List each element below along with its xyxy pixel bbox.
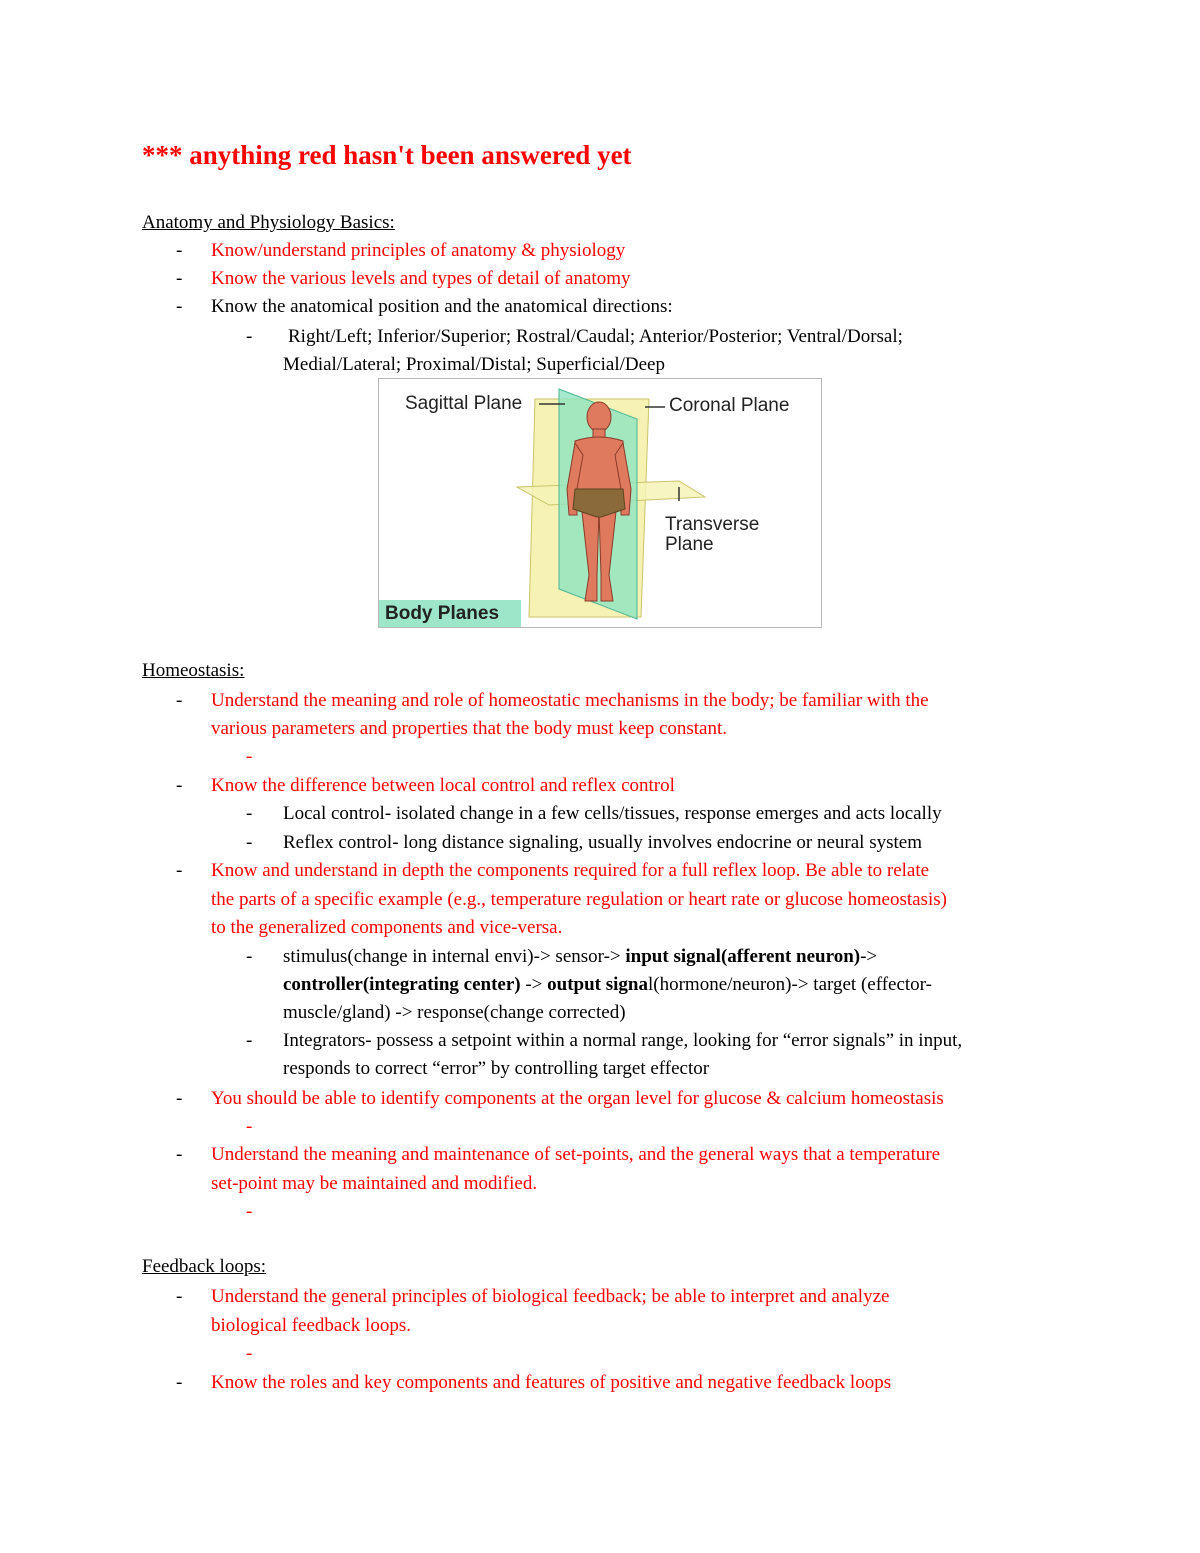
- feedback-item-2: Know the roles and key components and features of positive and negative feedback loops: [211, 1372, 892, 1393]
- integrators-line-1: Integrators- possess a setpoint within a normal range, looking for “error signals” in input,: [283, 1030, 963, 1051]
- bullet-dash: -: [176, 690, 183, 711]
- anatomy-item-2: Know the various levels and types of detail of anatomy: [211, 268, 631, 289]
- transverse-plane-label-1: Transverse: [665, 514, 760, 535]
- reflex-loop-line-2: controller(integrating center) -> output signal(hormone/neuron)-> target (effector-: [283, 974, 932, 995]
- anatomy-item-3: Know the anatomical position and the anatomical directions:: [211, 296, 673, 317]
- bullet-dash: -: [246, 746, 253, 767]
- bullet-dash: -: [246, 1343, 253, 1364]
- feedback-item-1-line-2: biological feedback loops.: [211, 1315, 411, 1336]
- bullet-dash: -: [176, 1144, 183, 1165]
- page-title: *** anything red hasn't been answered yet: [142, 140, 632, 170]
- bullet-dash: -: [176, 775, 183, 796]
- anatomy-item-1: Know/understand principles of anatomy & physiology: [211, 240, 626, 261]
- transverse-plane-label-2: Plane: [665, 534, 714, 555]
- anatomy-directions-line-1: Right/Left; Inferior/Superior; Rostral/Caudal; Anterior/Posterior; Ventral/Dorsal;: [288, 326, 903, 347]
- anatomy-directions-line-2: Medial/Lateral; Proximal/Distal; Superficial/Deep: [283, 354, 665, 375]
- bullet-dash: -: [246, 946, 253, 967]
- homeostasis-item-3-line-3: to the generalized components and vice-versa.: [211, 917, 563, 938]
- feedback-item-1-line-1: Understand the general principles of biological feedback; be able to interpret and analyze: [211, 1286, 890, 1307]
- coronal-plane-label: Coronal Plane: [669, 395, 790, 416]
- body-planes-badge: Body Planes: [379, 600, 521, 627]
- homeostasis-item-1-line-1: Understand the meaning and role of homeostatic mechanisms in the body; be familiar with the: [211, 690, 929, 711]
- bullet-dash: -: [176, 296, 183, 317]
- homeostasis-item-5-line-2: set-point may be maintained and modified.: [211, 1173, 538, 1194]
- bullet-dash: -: [176, 860, 183, 881]
- bullet-dash: -: [246, 1030, 253, 1051]
- homeostasis-item-1-line-2: various parameters and properties that the body must keep constant.: [211, 718, 728, 739]
- bullet-dash: -: [176, 1088, 183, 1109]
- bullet-dash: -: [246, 1116, 253, 1137]
- bullet-dash: -: [176, 1372, 183, 1393]
- section-heading-anatomy: Anatomy and Physiology Basics:: [142, 212, 395, 233]
- homeostasis-item-4: You should be able to identify components at the organ level for glucose & calcium homeostasis: [211, 1088, 944, 1109]
- integrators-line-2: responds to correct “error” by controlling target effector: [283, 1058, 710, 1079]
- homeostasis-item-3-line-2: the parts of a specific example (e.g., temperature regulation or heart rate or glucose homeostasis): [211, 889, 947, 910]
- section-heading-homeostasis: Homeostasis:: [142, 660, 245, 681]
- bullet-dash: -: [246, 803, 253, 824]
- sagittal-plane-label: Sagittal Plane: [405, 393, 523, 414]
- bullet-dash: -: [246, 832, 253, 853]
- body-planes-figure: [378, 378, 822, 628]
- bullet-dash: -: [246, 1201, 253, 1222]
- bullet-dash: -: [176, 240, 183, 261]
- reflex-loop-line-1: stimulus(change in internal envi)-> sensor-> input signal(afferent neuron)->: [283, 946, 878, 967]
- homeostasis-item-3-line-1: Know and understand in depth the components required for a full reflex loop. Be able to relate: [211, 860, 930, 881]
- bullet-dash: -: [176, 268, 183, 289]
- homeostasis-item-5-line-1: Understand the meaning and maintenance of set-points, and the general ways that a temperature: [211, 1144, 941, 1165]
- reflex-loop-line-3: muscle/gland) -> response(change corrected): [283, 1002, 626, 1023]
- section-heading-feedback: Feedback loops:: [142, 1256, 267, 1277]
- bullet-dash: -: [176, 1286, 183, 1307]
- bullet-dash: -: [246, 326, 253, 347]
- reflex-control-text: Reflex control- long distance signaling, usually involves endocrine or neural system: [283, 832, 922, 853]
- homeostasis-item-2: Know the difference between local control and reflex control: [211, 775, 675, 796]
- local-control-text: Local control- isolated change in a few cells/tissues, response emerges and acts locally: [283, 803, 942, 824]
